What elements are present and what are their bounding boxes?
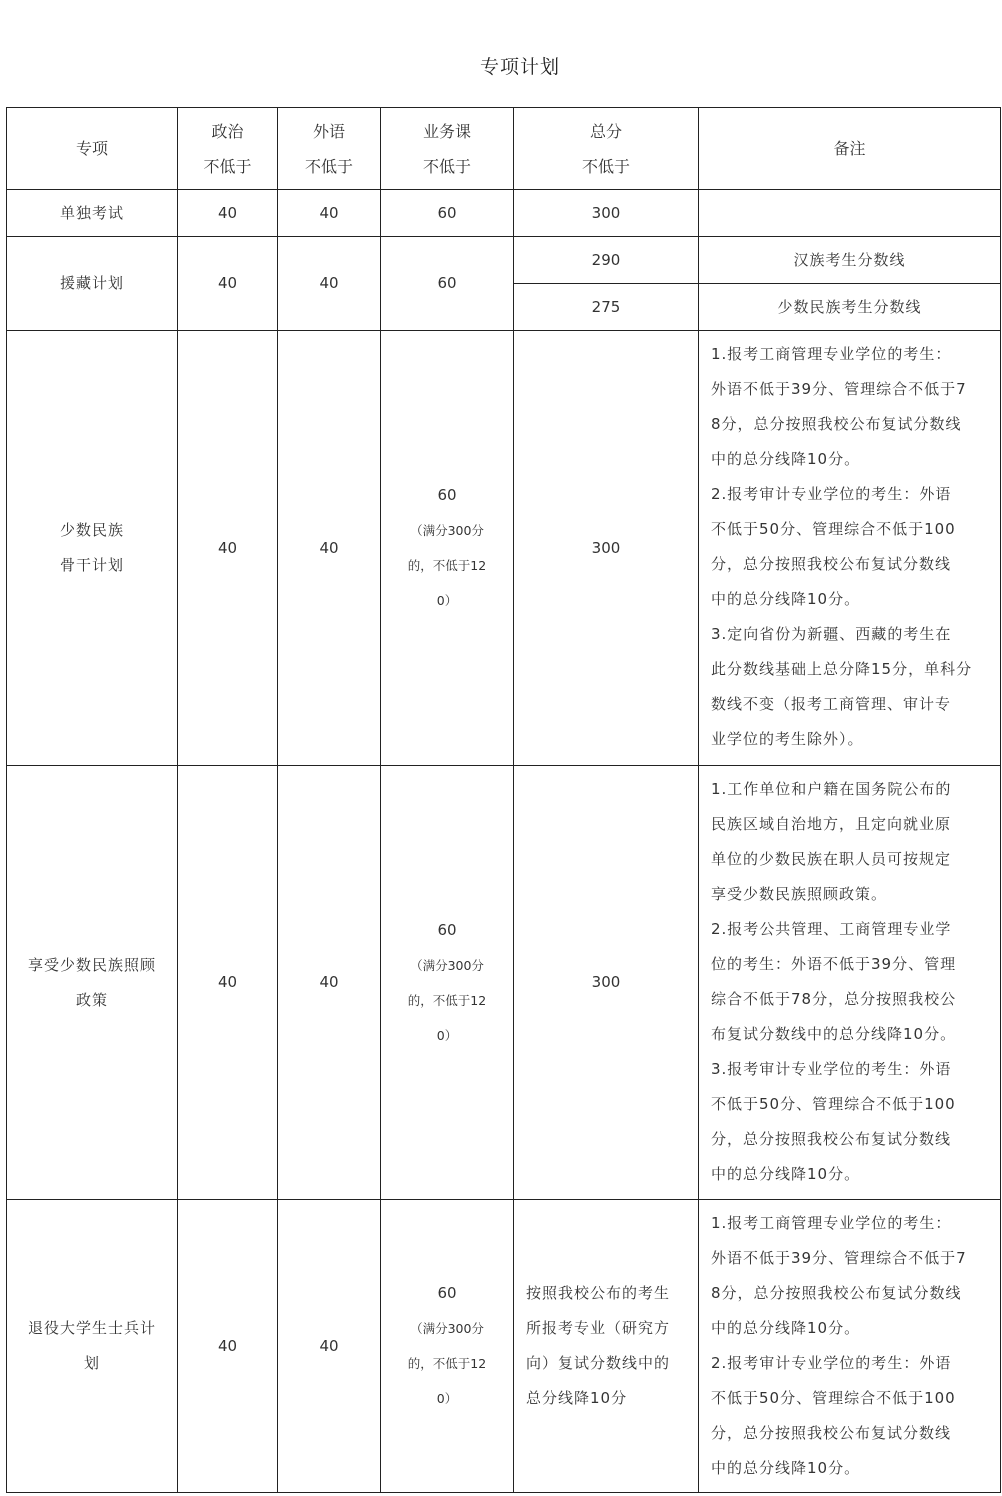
table-row: [7, 1200, 1001, 1493]
remarks-line: 布复试分数线中的总分线降10分。: [711, 1025, 957, 1043]
remarks-line: 中的总分线降10分。: [711, 1165, 861, 1183]
remarks-line: 外语不低于39分、管理综合不低于7: [711, 380, 967, 398]
language-score: 40: [278, 190, 381, 237]
major-score-value: 60: [437, 486, 457, 504]
remarks-cell: [699, 331, 1001, 766]
politics-score: 40: [178, 237, 278, 331]
politics-score: 40: [178, 190, 278, 237]
remarks-line: 1.报考工商管理专业学位的考生：: [711, 345, 952, 363]
remarks-line: 数线不变（报考工商管理、审计专: [711, 695, 952, 713]
major-score-note: 0）: [436, 1391, 458, 1406]
language-score: 40: [278, 331, 381, 766]
major-score: [381, 766, 514, 1200]
remarks-line: 中的总分线降10分。: [711, 1459, 861, 1477]
header-total-sub: 不低于: [581, 156, 630, 176]
major-score-note: 的，不低于12: [407, 558, 487, 573]
row-name-line: 享受少数民族照顾: [27, 955, 156, 974]
remarks-line: 分，总分按照我校公布复试分数线: [711, 1424, 952, 1442]
major-score: [381, 331, 514, 766]
remarks-cell: [699, 190, 1001, 237]
remarks-line: 不低于50分、管理综合不低于100: [711, 1095, 956, 1113]
remarks-line: 中的总分线降10分。: [711, 1319, 861, 1337]
remarks-line: 不低于50分、管理综合不低于100: [711, 520, 956, 538]
remarks-line: 此分数线基础上总分降15分，单科分: [711, 660, 973, 678]
remarks-line: 综合不低于78分，总分按照我校公: [711, 990, 957, 1008]
remarks-line: 1.报考工商管理专业学位的考生：: [711, 1214, 952, 1232]
table-row: [7, 766, 1001, 1200]
remarks-line: 分，总分按照我校公布复试分数线: [711, 1130, 952, 1148]
header-special: 专项: [7, 108, 178, 190]
row-name-line: 骨干计划: [59, 556, 124, 574]
total-score: 300: [514, 766, 699, 1200]
major-score-note: （满分300分: [410, 957, 484, 973]
header-language-sub: 不低于: [304, 156, 353, 176]
header-major-label: 业务课: [422, 121, 471, 141]
total-score-line: 按照我校公布的考生: [526, 1284, 671, 1302]
major-score: [381, 1200, 514, 1493]
remarks-line: 中的总分线降10分。: [711, 450, 861, 468]
remarks-line: 分，总分按照我校公布复试分数线: [711, 555, 952, 573]
header-language-label: 外语: [312, 121, 345, 141]
major-score-note: （满分300分: [410, 523, 484, 538]
remarks-line: 业学位的考生除外）。: [711, 730, 864, 748]
table-header-row: [7, 108, 1001, 190]
total-score-line: 总分线降10分: [526, 1389, 628, 1407]
major-score-value: 60: [437, 920, 457, 939]
table-row: [7, 190, 1001, 237]
page-title: 专项计划: [479, 56, 560, 78]
remarks-line: 2.报考公共管理、工商管理专业学: [711, 920, 952, 938]
special-plan-table: [6, 107, 1001, 1493]
remarks-line: 3.定向省份为新疆、西藏的考生在: [711, 625, 952, 643]
major-score: 60: [381, 190, 514, 237]
remarks-line: 享受少数民族照顾政策。: [711, 885, 888, 903]
total-score: 300: [514, 331, 699, 766]
total-score-line: 向）复试分数线中的: [526, 1354, 671, 1372]
header-total-label: 总分: [589, 121, 622, 141]
total-score: 290: [514, 237, 699, 284]
total-score: 275: [514, 284, 699, 331]
row-name: 援藏计划: [7, 237, 178, 331]
major-score-note: 0）: [436, 593, 458, 608]
remarks-line: 外语不低于39分、管理综合不低于7: [711, 1249, 967, 1267]
major-score-value: 60: [437, 1284, 457, 1302]
row-name: [7, 331, 178, 766]
header-language: [278, 108, 381, 190]
politics-score: 40: [178, 331, 278, 766]
language-score: 40: [278, 237, 381, 331]
remarks-line: 民族区域自治地方，且定向就业原: [711, 815, 952, 833]
total-score: 300: [514, 190, 699, 237]
header-total: [514, 108, 699, 190]
row-name: [7, 766, 178, 1200]
header-major-sub: 不低于: [422, 156, 471, 176]
header-politics-label: 政治: [211, 121, 244, 141]
remarks-cell: 汉族考生分数线: [699, 237, 1001, 284]
row-name-line: 少数民族: [59, 521, 124, 539]
remarks-line: 中的总分线降10分。: [711, 590, 861, 608]
politics-score: 40: [178, 766, 278, 1200]
header-major: [381, 108, 514, 190]
header-remarks: 备注: [699, 108, 1001, 190]
language-score: 40: [278, 766, 381, 1200]
remarks-cell: 少数民族考生分数线: [699, 284, 1001, 331]
header-politics: [178, 108, 278, 190]
remarks-cell: [699, 1200, 1001, 1493]
remarks-line: 3.报考审计专业学位的考生：外语: [711, 1060, 952, 1078]
major-score-note: （满分300分: [410, 1321, 484, 1336]
table-row: [7, 331, 1001, 766]
remarks-line: 2.报考审计专业学位的考生：外语: [711, 485, 952, 503]
row-name-line: 政策: [75, 990, 108, 1009]
remarks-line: 不低于50分、管理综合不低于100: [711, 1389, 956, 1407]
major-score-note: 的，不低于12: [407, 1356, 487, 1371]
row-name-line: 退役大学生士兵计: [27, 1319, 156, 1337]
remarks-line: 1.工作单位和户籍在国务院公布的: [711, 780, 952, 798]
remarks-line: 位的考生：外语不低于39分、管理: [711, 955, 957, 973]
remarks-cell: [699, 766, 1001, 1200]
language-score: 40: [278, 1200, 381, 1493]
total-score: [514, 1200, 699, 1493]
remarks-line: 单位的少数民族在职人员可按规定: [711, 850, 952, 868]
header-politics-sub: 不低于: [203, 156, 252, 176]
remarks-line: 2.报考审计专业学位的考生：外语: [711, 1354, 952, 1372]
row-name: [7, 1200, 178, 1493]
row-name-line: 划: [83, 1354, 100, 1372]
remarks-line: 8分，总分按照我校公布复试分数线: [711, 1284, 962, 1302]
remarks-line: 8分，总分按照我校公布复试分数线: [711, 415, 962, 433]
table-row: [7, 237, 1001, 284]
row-name: 单独考试: [7, 190, 178, 237]
major-score-note: 的，不低于12: [407, 992, 487, 1008]
major-score-note: 0）: [436, 1027, 458, 1043]
major-score: 60: [381, 237, 514, 331]
total-score-line: 所报考专业（研究方: [526, 1319, 671, 1337]
politics-score: 40: [178, 1200, 278, 1493]
